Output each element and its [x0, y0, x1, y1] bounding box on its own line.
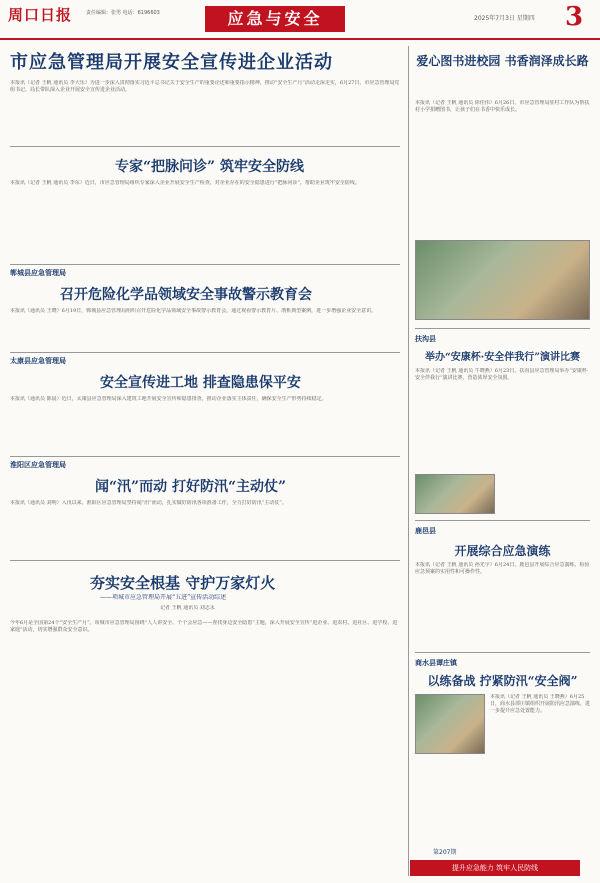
divider	[415, 520, 590, 521]
section-title: 应急与安全	[205, 6, 345, 32]
right1-body: 本报讯（记者 王帆 通讯员 徐佳伟）6月26日，市应急管理局驻村工作队为帮扶村小学捐赠图书，让孩子们在书香中快乐成长。	[415, 100, 590, 113]
divider	[415, 652, 590, 653]
divider	[10, 146, 400, 147]
right2-title: 举办“安康杯·安全伴我行”演讲比赛	[425, 352, 580, 363]
right1-title: 爱心图书进校园 书香润泽成长路	[416, 54, 589, 68]
right3-title: 开展综合应急演练	[454, 544, 551, 558]
page-number: 3	[565, 2, 584, 32]
feature-title: 夯实安全根基 守护万家灯火	[90, 574, 276, 592]
footer-banner: 提升应急能力 筑牢人民防线	[410, 860, 580, 876]
divider	[10, 456, 400, 457]
county1-body: 本报讯（通讯员 王晓）6月19日，郸城县应急管理局组织召开危险化学品领域安全事故警示教育会，通过观看警示教育片、剖析典型案例，进一步增强企业安全意识。	[10, 308, 377, 314]
divider	[10, 560, 400, 561]
right2-body: 本报讯（记者 王帆 通讯员 牛晓燕）6月23日，扶沟县应急管理局举办“安康杯·安全伴我行”演讲比赛，营造浓厚安全氛围。	[415, 368, 589, 381]
experts-title: 专家“把脉问诊” 筑牢安全防线	[115, 159, 304, 175]
editor-info: 责任编辑：张男 电话：6196603	[86, 10, 160, 16]
divider	[10, 352, 400, 353]
county3-label: 淮阳区应急管理局	[10, 461, 66, 469]
experts-body: 本报讯（记者 王帆 通讯员 李东）近日，市应急管理局组织专家深入企业开展安全生产检查，对企业存在的安全隐患进行“把脉问诊”，帮助企业筑牢安全防线。	[10, 180, 360, 186]
county3-title: 闻“汛”而动 打好防汛“主动仗”	[95, 479, 287, 495]
column-divider	[408, 46, 409, 876]
divider	[10, 264, 400, 265]
ad-number: 第207期	[433, 849, 457, 856]
right3-body: 本报讯（记者 王帆 通讯员 孙光宇）6月24日，鹿邑县开展综合应急演练，检验应急预案的实用性和可操作性。	[415, 562, 590, 575]
right4-label: 商水县谭庄镇	[415, 659, 457, 667]
feature-byline: 记者 王帆 通讯员 刘志永	[160, 605, 215, 611]
county2-label: 太康县应急管理局	[10, 357, 66, 365]
drill-photo	[415, 694, 485, 754]
speech-photo	[415, 474, 495, 514]
right4-title: 以练备战 拧紧防汛“安全阀”	[427, 674, 578, 688]
right3-label: 鹿邑县	[415, 527, 436, 535]
county1-label: 郸城县应急管理局	[10, 269, 66, 277]
right4-body: 本报讯（记者 王帆 通讯员 王晓燕）6月25日，商水县谭庄镇组织开展防汛应急演练，进一步提升应急处置能力。	[490, 694, 590, 714]
main-lead: 本报讯（记者 王帆 通讯员 李大乐）为进一步深入贯彻落实习近平总书记关于安全生产的重要论述和重要指示精神，推动“安全生产月”活动走深走实，6月27日，市应急管理局党组书记、局长带队深入企业开展安全宣传进企业活动。	[10, 80, 400, 93]
masthead	[0, 0, 600, 40]
county1-title: 召开危险化学品领域安全事故警示教育会	[60, 287, 312, 303]
right2-label: 扶沟县	[415, 335, 436, 343]
county2-body: 本报讯（通讯员 陈晨）近日，太康县应急管理局深入建筑工地开展安全宣传和隐患排查，推动企业落实主体责任，确保安全生产形势持续稳定。	[10, 396, 327, 402]
feature-body: 今年6月是全国第24个“安全生产月”。项城市应急管理局围绕“人人讲安全、个个会应急——查找身边安全隐患”主题，深入开展安全宣传“进企业、进农村、进社区、进学校、进家庭”活动，切实增强群众安全意识。	[10, 620, 398, 633]
county2-title: 安全宣传进工地 排查隐患保平安	[100, 375, 301, 391]
feature-subtitle: ——项城市应急管理局开展“五进”宣传活动综述	[100, 594, 227, 601]
school-photo	[415, 240, 590, 320]
issue-date: 2025年7月3日 星期四	[474, 15, 535, 22]
newspaper-logo: 周口日报	[8, 6, 73, 24]
divider	[415, 328, 590, 329]
main-headline: 市应急管理局开展安全宣传进企业活动	[10, 52, 333, 73]
county3-body: 本报讯（通讯员 刘明）入汛以来，淮阳区应急管理局坚持闻“汛”而动，扎实做好防汛各项准备工作，全力打好防汛“主动仗”。	[10, 500, 287, 506]
